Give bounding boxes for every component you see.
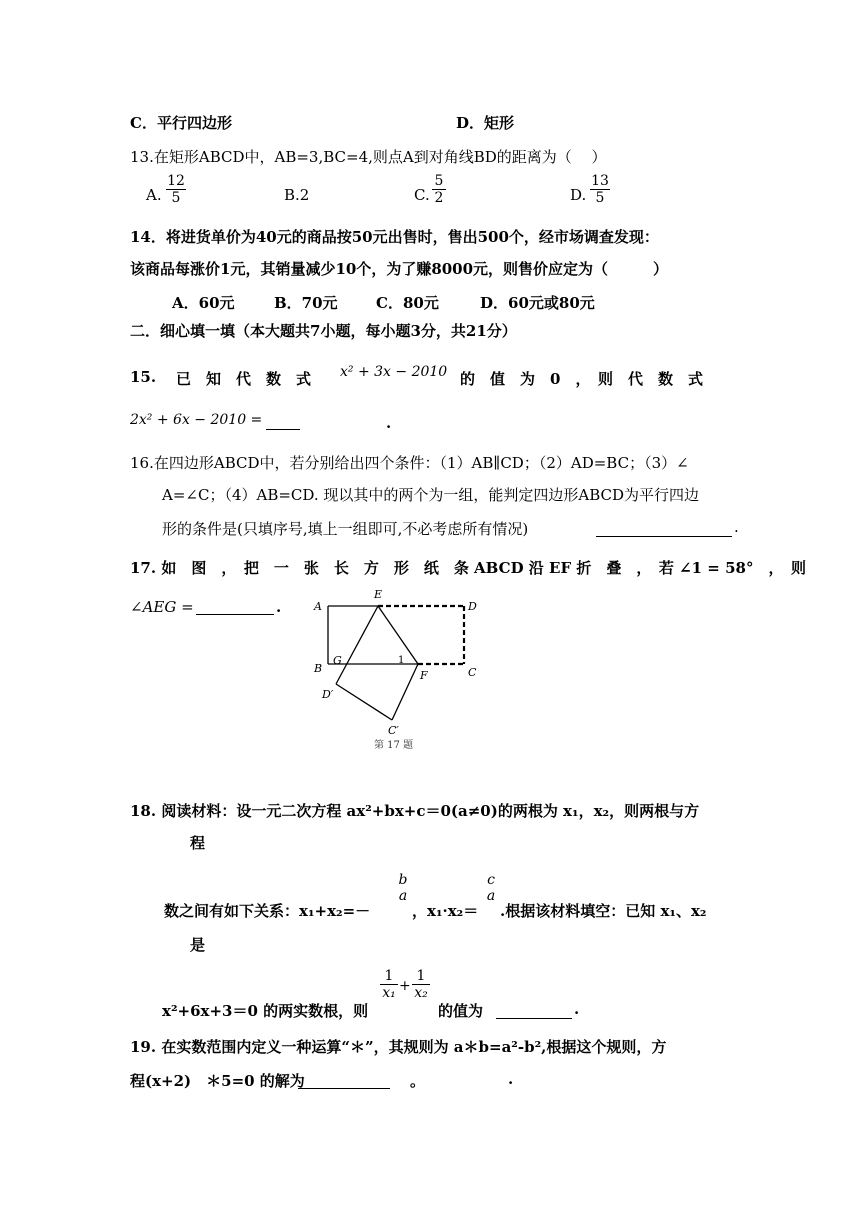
q13-option-c-fraction: $\frac{5}{2}$: [432, 173, 446, 206]
label-d-prime: D′: [322, 688, 334, 701]
q16-line2: A=∠C；（4）AB=CD. 现以其中的两个为一组，能判定四边形ABCD为平行四边: [162, 486, 700, 504]
q14-option-a: A．60元: [172, 294, 235, 312]
q15-answer-blank[interactable]: [266, 414, 300, 430]
q13-option-b: B.2: [284, 186, 310, 204]
label-b: B: [314, 662, 323, 675]
edge-dprime-cprime: [336, 684, 392, 720]
q16-end: .: [734, 518, 739, 536]
label-c: C: [468, 666, 477, 679]
label-d: D: [468, 600, 477, 613]
label-f: F: [420, 669, 428, 682]
q14-line1: 14．将进货单价为40元的商品按50元出售时，售出500个，经市场调查发现：: [130, 228, 659, 246]
q15-post: 的 值 为 0 ， 则 代 数 式: [460, 370, 703, 388]
q18-line3-mid: ，x₁·x₂＝: [412, 902, 479, 920]
q13-option-d: D.: [570, 186, 587, 204]
q18-line1: 18. 阅读材料：设一元二次方程 ax²+bx+c＝0(a≠0)的两根为 x₁，x₂，则两根与方: [130, 802, 700, 820]
q12-option-c: C．平行四边形: [130, 114, 232, 132]
q13-option-c: C.: [414, 186, 430, 204]
q14-option-c: C．80元: [376, 294, 439, 312]
section-two-heading: 二．细心填一填（本大题共7小题，每小题3分，共21分）: [130, 322, 517, 340]
q17-answer-blank[interactable]: [196, 598, 274, 615]
q17-figure: [300, 580, 500, 760]
q18-fraction-c-over-a: c a: [486, 872, 496, 904]
q14-option-d: D．60元或80元: [480, 294, 595, 312]
q17-line2: ∠AEG =: [130, 598, 194, 616]
q18-line2: 程: [190, 834, 206, 852]
q19-end-2: .: [508, 1070, 514, 1088]
q15-number: 15.: [130, 368, 157, 386]
q18-plus: +: [399, 978, 411, 994]
q15-pre: 已 知 代 数 式: [176, 370, 312, 388]
q13-option-a: A.: [146, 186, 162, 204]
label-e: E: [374, 588, 383, 601]
q13-option-a-fraction: $\frac{12}{5}$: [167, 173, 185, 206]
q14-line2: 该商品每涨价1元，其销量减少10个，为了赚8000元，则售价应定为（ ）: [130, 260, 669, 278]
label-g: G: [333, 654, 342, 667]
q18-fraction-1-over-x2: $\frac{1}{\text{x₂}}$: [412, 968, 430, 1001]
q18-answer-blank[interactable]: [496, 1002, 572, 1019]
label-a: A: [314, 600, 322, 613]
q18-fraction-1-over-x1: $\frac{1}{\text{x₁}}$: [380, 968, 398, 1001]
q18-line3-end: .根据该材料填空：已知 x₁、x₂: [500, 902, 707, 920]
q19-answer-blank[interactable]: [298, 1072, 390, 1089]
q17-line1: 17. 如 图 ， 把 一 张 长 方 形 纸 条 ABCD 沿 EF 折 叠 ， 若 ∠1 = 58° ， 则: [130, 559, 806, 577]
q18-line5-start: x²+6x+3＝0 的两实数根，则: [162, 1002, 369, 1020]
q19-line2: 程(x+2) ＊5=0 的解为: [130, 1072, 305, 1090]
q17-end: .: [276, 598, 282, 616]
figure-caption: 第 17 题: [374, 740, 414, 751]
q16-answer-blank[interactable]: [596, 520, 732, 537]
q15-end: .: [386, 414, 392, 432]
q13-option-d-fraction: $\frac{13}{5}$: [591, 173, 609, 206]
q18-fraction-b-over-a: b a: [398, 872, 408, 904]
q18-line4: 是: [190, 936, 206, 954]
edge-cprime-f: [392, 664, 418, 720]
q16-line3: 形的条件是(只填序号,填上一组即可,不必考虑所有情况): [162, 520, 529, 538]
q12-option-d: D．矩形: [456, 114, 515, 132]
q18-line3-start: 数之间有如下关系：x₁+x₂=－: [164, 902, 371, 920]
q18-end: .: [574, 1000, 580, 1018]
q18-line5-mid: 的值为: [438, 1002, 484, 1020]
q15-expression-2: 2x² + 6x − 2010 =: [130, 412, 263, 428]
label-angle-1: 1: [398, 655, 405, 666]
q13-stem: 13.在矩形ABCD中，AB=3,BC=4,则点A到对角线BD的距离为（ ）: [130, 148, 607, 166]
q14-option-b: B．70元: [274, 294, 338, 312]
q15-expression: x² + 3x − 2010: [340, 364, 448, 380]
q16-line1: 16.在四边形ABCD中，若分别给出四个条件：（1）AB∥CD；（2）AD=BC；（3）∠: [130, 454, 689, 472]
q19-line1: 19. 在实数范围内定义一种运算“＊”，其规则为 a＊b=a²-b²,根据这个规则，方: [130, 1038, 667, 1056]
label-c-prime: C′: [388, 724, 399, 737]
edge-ed-prime: [336, 606, 378, 684]
q19-end-1: 。: [410, 1072, 426, 1090]
